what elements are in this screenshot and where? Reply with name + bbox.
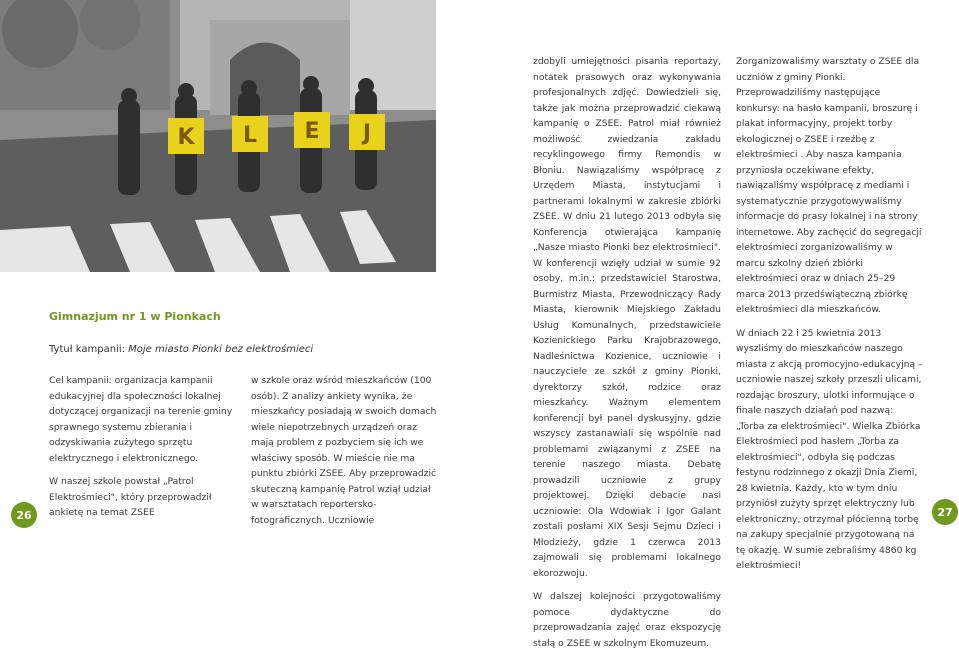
campaign-title-label: Tytuł kampanii: [49, 344, 129, 355]
street-photo [0, 0, 436, 272]
text-column-1 [49, 373, 239, 521]
paragraph: W dniach 22 i 25 kwietnia 2013 wyszliśmy do mieszkańców naszego miasta z akcją promocyjno-edukacyjną – uczniowie naszej szkoły przeszli ulicami, rozdając broszury, ulotki informujące o finale naszych działań pod nazwą: „Torba za elektrośmieci". Wielka Zbiórka Elektrośmieci pod hasłem „Torba za elektrośmieci", odbyła się podczas festynu rodzinnego z okazji Dnia Ziemi, 28 kwietnia. Każdy, kto w tym dniu przyniósł zużyty sprzęt elektryczny lub elektroniczny, otrzymał płócienną torbę na zakupy specjalnie przygotowaną na tę okazję. W sumie zebraliśmy 4860 kg elektrośmieci! [736, 327, 923, 571]
page-number-left: 26 [11, 502, 37, 528]
paragraph: zdobyli umiejętności pisania reportaży, notatek prasowych oraz wykonywania profesjonalnych zdjęć. Dowiedzieli się, także jak można przeprowadzić ciekawą kampanię o ZSEE. Patrol miał również możliwość zwiedzania zakładu recyklingowego firmy Remondis w Błoniu. Nawiązaliśmy współpracę z Urzędem Miasta, instytucjami i partnerami lokalnymi w zakresie zbiórki ZSEE. W dniu 21 lutego 2013 odbyła się Konferencja otwierająca kampanię „Nasze miasto Pionki bez elektrośmieci". W konferencji wzięły udział w sumie 92 osoby, m.in.: przedstawiciel Starostwa, Burmistrz Miasta, Przewodniczący Rady Miasta, kierownik Miejskiego Zakładu Usług Komunalnych, przedstawiciele Kozienickiego Parku Krajobrazowego, Nadleśnictwa Kozienice, uczniowie i nauczyciele ze szkół z gminy Pionki, dyrektorzy szkół, rodzice oraz mieszkańcy. Ważnym elementem konferencji był panel dyskusyjny, gdzie wszyscy zastanawiali się wspólnie nad problemami związanymi z ZSEE na terenie naszego miasta. Debatę prowadzili uczniowie z grupy projektowej. Dzięki debacie nasi uczniowie: Ola Wdowiak i Igor Galant zostali posłami XIX Sesji Sejmu Dzieci i Młodzieży, gdzie 1 czerwca 2013 zajmowali się problemami lokalnego ekorozwoju. [533, 56, 721, 579]
campaign-title-line [49, 344, 313, 355]
paragraph: w szkole oraz wśród mieszkańców (100 osób). Z analizy ankiety wynika, że mieszkańcy posiadają w swoich domach wiele niepotrzebnych urządzeń oraz mają problem z pozbyciem się ich we właściwy sposób. W mieście nie ma punktu zbiórki ZSEE. Aby przeprowadzić skuteczną kampanię Patrol wziął udział w warsztatach reportersko-fotograficznych. Uczniowie [251, 375, 437, 526]
photo-illustration [0, 0, 436, 272]
paragraph: Zorganizowaliśmy warsztaty o ZSEE dla uczniów z gminy Pionki. Przeprowadziliśmy następujące konkursy: na hasło kampanii, broszurę i plakat informacyjny, projekt torby ekologicznej o ZSEE i rzeźbę z elektrośmieci . Aby nasza kampania przyniosła oczekiwane efekty, nawiązaliśmy współpracę z mediami i systematycznie przygotowywaliśmy informacje do prasy lokalnej i na strony internetowe. Aby zachęcić do segregacji elektrośmieci zorganizowaliśmy w marcu szkolny dzień zbiórki elektrośmieci oraz w dniach 25–29 marca 2013 przedświąteczną zbiórkę elektrośmieci dla mieszkańców. [736, 56, 922, 315]
text-column-2 [251, 373, 441, 528]
school-heading: Gimnazjum nr 1 w Pionkach [49, 310, 221, 323]
page-number-right: 27 [932, 499, 958, 525]
campaign-title: Moje miasto Pionki bez elektrośmieci [128, 344, 314, 355]
sign-letter-1: K [177, 125, 195, 150]
sign-letter-3: E [304, 119, 320, 144]
paragraph: W naszej szkole powstał „Patrol Elektrośmieci", który przeprowadził ankietę na temat ZSEE [49, 476, 212, 518]
paragraph: Cel kampanii: organizacja kampanii edukacyjnej dla społeczności lokalnej dotyczącej organizacji na terenie gminy sprawnego systemu zbierania i odzyskiwania zużytego sprzętu elektrycznego i elektronicznego. [49, 375, 233, 464]
sign-letter-2: L [242, 123, 258, 148]
sign-letter-4: J [362, 121, 372, 146]
text-column-3 [533, 54, 721, 651]
text-column-4 [736, 54, 924, 574]
paragraph: W dalszej kolejności przygotowaliśmy pomoce dydaktyczne do przeprowadzania zajęć oraz ekspozycję stałą o ZSEE w szkolnym Ekomuzeum. [533, 591, 721, 649]
